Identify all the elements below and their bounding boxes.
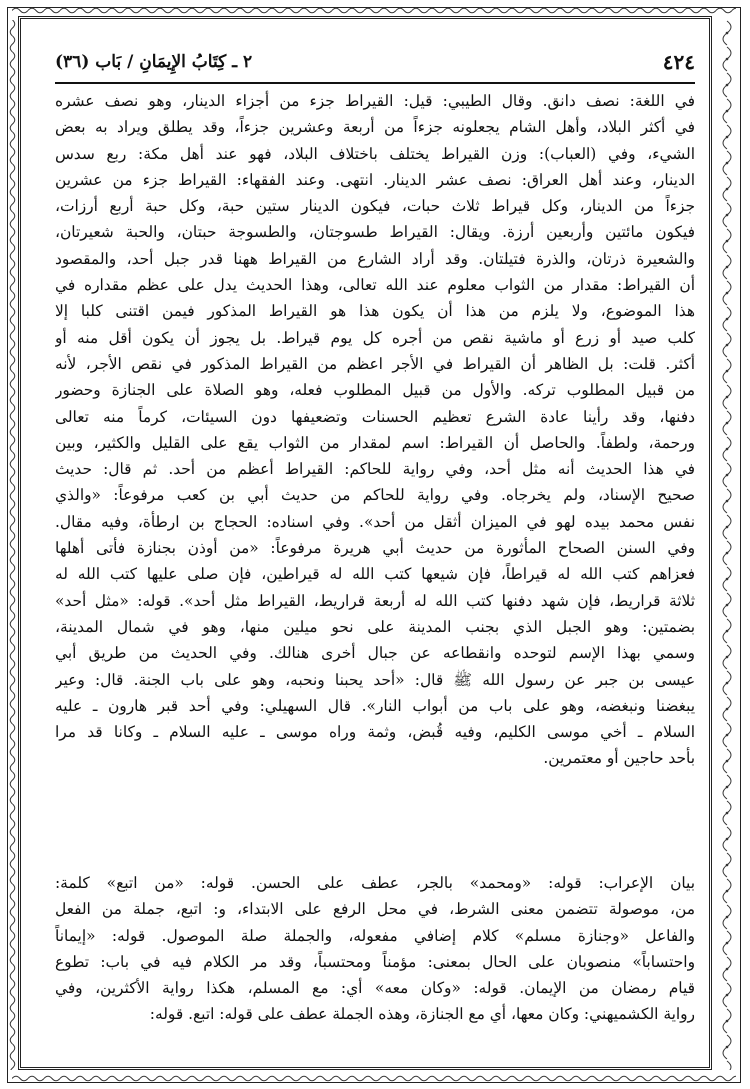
text-line: كلب صيد أو زرع أو ماشية نقص من أجره كل يوم قيراط. بل يجوز أن يكون أقل منه أو bbox=[55, 328, 695, 347]
text-line: والفاعل «وجنازة مسلم» كلام إضافي مفعوله، والجملة صلة الموصول. قوله: «إيماناً bbox=[55, 926, 695, 945]
text-line: يبغضنا ونبغضه، وهو على باب من أبواب النار». قال السهيلي: وفي أحد قبر هارون ـ عليه bbox=[55, 696, 695, 715]
text-line: فعزاهم كتب الله له قيراطاً، فإن شيعها كتب الله له قيراطين، فإن صلى عليها كتب الله له bbox=[55, 565, 695, 584]
text-line: ورحمة، ولطفاً. والحاصل أن القيراط: اسم لمقدار من الثواب يقع على القليل والكثير، وبين bbox=[55, 433, 695, 452]
text-line: صحيح الإسناد، ولم يخرجاه. وفي رواية للحاكم من حديث أبي بن كعب مرفوعاً: «والذي bbox=[55, 486, 695, 505]
page-header bbox=[55, 50, 695, 84]
ornament-border-left bbox=[8, 20, 17, 1070]
text-line: السلام ـ أخي موسى الكليم، وفيه قُبض، وثمة وراه موسى ـ عليه السلام ـ وكانا قد مرا bbox=[55, 723, 695, 742]
ornament-border-right bbox=[718, 20, 736, 1070]
header-rule bbox=[55, 82, 695, 84]
text-line: في أكثر البلاد، وأهل الشام يجعلونه جزءاً من أربعة وعشرين جزءاً، وقد يطلق ويراد به بعض bbox=[55, 118, 695, 137]
text-line: واحتساباً» منصوبان على الحال بمعنى: مؤمناً ومحتسباً، وقد مر الكلام فيه في باب: تطوع bbox=[55, 952, 695, 971]
text-line: من، موصولة تتضمن معنى الشرط، في محل الرفع على الابتداء، و: اتبع، جملة من الفعل bbox=[55, 900, 695, 919]
ornament-border-bottom bbox=[12, 1074, 736, 1083]
text-line: ثلاثة قراريط، فإن شهد دفنها كتب الله له أربعة قراريط، القيراط مثل أحد». قوله: «مثل أحد» bbox=[55, 591, 695, 610]
text-line: في اللغة: نصف دانق. وقال الطيبي: قيل: القيراط جزء من أجزاء الدينار، وهو نصف عشره bbox=[55, 92, 695, 110]
text-line: رواية الكشميهني: وكان معها، أي مع الجنازة، وهذه الجملة عطف على قوله: اتبع. قوله: bbox=[149, 1005, 695, 1024]
ornament-border-top bbox=[12, 6, 736, 15]
text-line: بضمتين: وهو الجبل الذي بجنب المدينة على نحو ميلين منها، وهو في شمال المدينة، bbox=[55, 617, 695, 636]
page-number: ٤٢٤ bbox=[662, 50, 695, 74]
text-line: والشعيرة ذرتان، والذرة فتيلتان. وقد أراد الشارع من القيراط ههنا قدر جبل أحد، والمقصود bbox=[55, 249, 695, 268]
text-line: من قبيل المطلوب تركه. والأول من قبيل المطلوب فعله، وهو الصلاة على الجنازة وحضور bbox=[55, 381, 695, 400]
text-line: وفي السنن الصحاح المأثورة من حديث أبي هريرة مرفوعاً: «من أوذن بجنازة فأتى أهلها bbox=[55, 539, 695, 558]
text-line: عيسى بن جبر عن رسول الله ﷺ قال: «أحد يحبنا ونحبه، وهو على باب الجنة. قال: وعير bbox=[55, 670, 695, 689]
text-line: أكثر. قلت: بل الظاهر أن القيراط في الأجر اعظم من القيراط المذكور في نقص الأجر، لأنه bbox=[55, 354, 695, 373]
text-line: فيكون مائتين وأربعين أرزة. ويقال: القيراط طسوجتان، والطسوجة حبتان، والحبة شعيرتان، bbox=[55, 223, 695, 242]
commentary-paragraph-1 bbox=[55, 88, 695, 772]
running-title: ٢ ـ كِتَابُ الإِيمَانِ / بَاب (٣٦) bbox=[55, 52, 253, 72]
text-line: قيام رمضان من الإيمان. قوله: «وكان معه» أي: مع المسلم، هكذا رواية الأكثرين، وفي bbox=[55, 979, 695, 998]
text-line: جزءاً من الدينار، وكل قيراط ثلاث حبات، فيكون الدينار ستين حبة، وكل حبة أربع أرزات، bbox=[55, 197, 695, 216]
text-line: أن القيراط: مقدار من الثواب معلوم عند الله تعالى، وهذا الحديث يدل على عظم مقداره في bbox=[55, 276, 695, 295]
text-line: هذا الموضوع، ولا يلزم من هذا أن يكون هذا هو القيراط المذكور فيمن اقتنى كلبا إلا bbox=[55, 302, 695, 321]
commentary-paragraph-2 bbox=[55, 870, 695, 1028]
text-line: وسمي بهذا الإسم لتوحده وانقطاعه عن جبال أخرى هنالك. وفي الحديث من طريق أبي bbox=[55, 644, 695, 663]
text-line: الدينار، وعند أهل العراق: نصف عشر الدينار. انتهى. وعند الفقهاء: القيراط جزء من عشرين bbox=[55, 170, 695, 189]
text-line: دفنها، وقد رأينا عادة الشرع تعظيم الحسنات وتضعيفها دون السيئات، كرماً منه تعالى bbox=[55, 407, 695, 426]
text-line: بأحد حاجين أو معتمرين. bbox=[543, 749, 695, 768]
text-line: نفس محمد بيده لهو في الميزان أثقل من أحد». وفي اسناده: الحجاج بن ارطأة، وفيه مقال. bbox=[55, 512, 695, 531]
text-line: في هذا الحديث أنه مثل أحد، وفي رواية للحاكم: القيراط أعظم من أحد. ثم قال: حديث bbox=[55, 460, 695, 479]
text-line: بيان الإعراب: قوله: «ومحمد» بالجر، عطف على الحسن. قوله: «من اتبع» كلمة: bbox=[55, 874, 695, 892]
text-line: الشيء، وفي (العباب): وزن القيراط يختلف باختلاف البلاد، فهو عند أهل مكة: ربع سدس bbox=[55, 144, 695, 163]
